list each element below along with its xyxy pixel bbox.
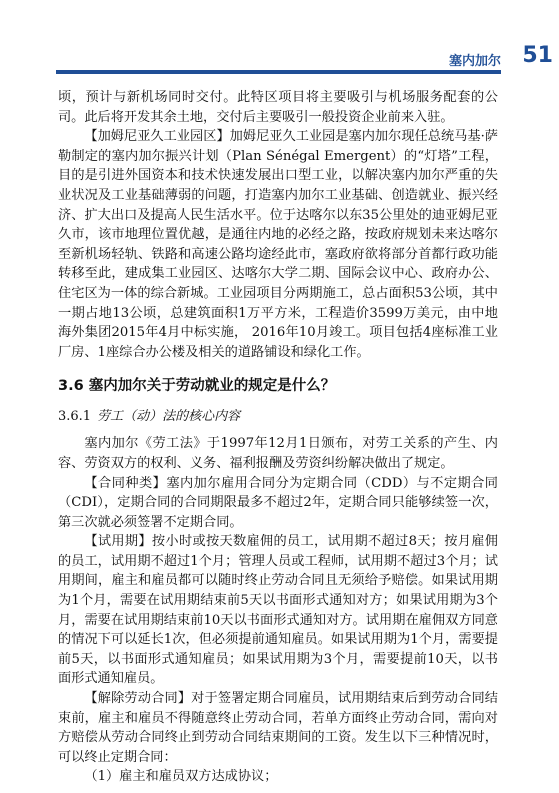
paragraph-contract-types: 【合同种类】塞内加尔雇用合同分为定期合同（CDD）与不定期合同（CDI），定期合同的合同期限最多不超过2年，定期合同只能够续签一次，第三次就必须签署不定期合同。 (58, 475, 498, 530)
list-item-1: （1）雇主和雇员双方达成协议； (84, 769, 278, 785)
page-number: 51 (522, 43, 553, 68)
page-body (58, 88, 498, 787)
running-header-title: 塞内加尔 (448, 54, 501, 69)
section-heading: 3.6 塞内加尔关于劳动就业的规定是什么？ (58, 378, 336, 395)
paragraph-labor-law-intro: 塞内加尔《劳工法》于1997年12月1日颁布，对劳工关系的产生、内容、劳资双方的权利、义务、福利报酬及劳资纠纷解决做出了规定。 (58, 436, 498, 471)
paragraph-industrial-park: 【加姆尼亚久工业园区】加姆尼亚久工业园是塞内加尔现任总统马基·萨勒制定的塞内加尔振兴计划（Plan Sénégal Emergent）的“灯塔”工程，目的是引进外国资本和技术快速发展出口型工业，以解决塞内加尔严重的失业状况及工业基础薄弱的问题，打造塞内加尔工业基础、创造就业、振兴经济、扩大出口及提高人民生活水平。位于达喀尔以东35公里处的迪亚姆尼亚久市，该市地理位置优越，是通往内地的必经之路，按政府规划未来达喀尔至新机场轻轨、铁路和高速公路均途经此市，塞政府欲将部分首都行政功能转移至此，建成集工业园区、达喀尔大学二期、国际会议中心、政府办公、住宅区为一体的综合新城。工业园项目分两期施工，总占面积53公顷，其中一期占地13公顷，总建筑面积1万平方米，工程造价3599万美元，由中地海外集团2015年4月中标实施， 2016年10月竣工。项目包括4座标准工业厂房、1座综合办公楼及相关的道路铺设和绿化工作。 (58, 129, 498, 360)
paragraph-probation: 【试用期】按小时或按天数雇佣的员工，试用期不超过8天；按月雇佣的员工，试用期不超过1个月；管理人员或工程师，试用期不超过3个月；试用期间，雇主和雇员都可以随时终止劳动合同且无须给予赔偿。如果试用期为1个月，需要在试用期结束前5天以书面形式通知对方；如果试用期为3个月，需要在试用期结束前10天以书面形式通知对方。试用期在雇佣双方同意的情况下可以延长1次，但必须提前通知雇员。如果试用期为1个月，需要提前5天，以书面形式通知雇员；如果试用期为3个月，需要提前10天，以书面形式通知雇员。 (58, 534, 498, 687)
subsection-number: 3.6.1 (58, 409, 92, 425)
subsection-heading (58, 405, 498, 424)
subsection-title: 劳工（动）法的核心内容 (97, 409, 241, 425)
paragraph-termination: 【解除劳动合同】对于签署定期合同雇员，试用期结束后到劳动合同结束前，雇主和雇员不得随意终止劳动合同，若单方面终止劳动合同，需向对方赔偿从劳动合同终止到劳动合同结束期间的工资。发生以下三种情况时，可以终止定期合同： (58, 691, 498, 765)
paragraph-continued: 顷，预计与新机场同时交付。此特区项目将主要吸引与机场服务配套的公司。此后将开发其余土地，交付后主要吸引一般投资企业前来入驻。 (58, 90, 498, 125)
page-header (0, 34, 559, 74)
header-rule (56, 70, 501, 74)
